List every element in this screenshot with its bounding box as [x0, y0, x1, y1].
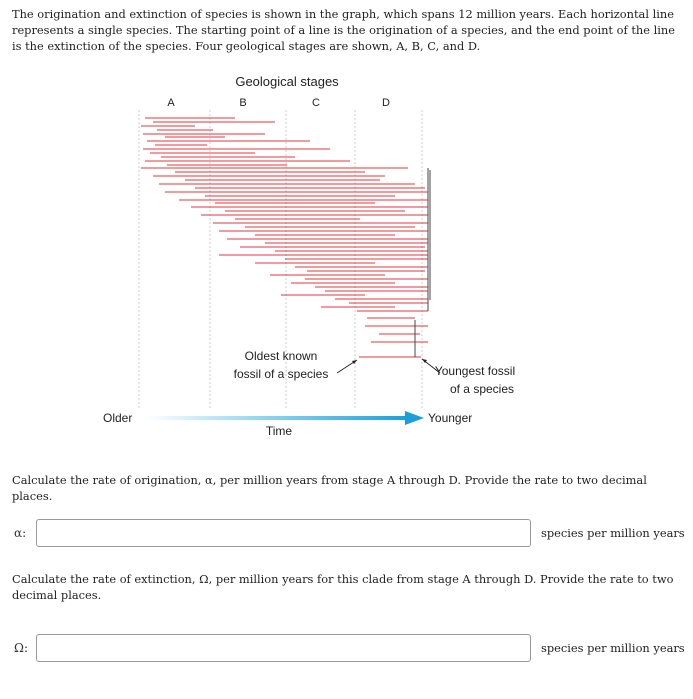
- youngest-fossil-label-line2: of a species: [449, 382, 515, 396]
- species-range-figure: [95, 70, 516, 445]
- stage-label-d: D: [382, 97, 390, 109]
- oldest-fossil-label-line2: fossil of a species: [233, 367, 329, 381]
- stage-label-a: A: [167, 97, 175, 109]
- older-label: Older: [103, 411, 133, 425]
- question-1-text: Calculate the rate of origination, α, per million years from stage A through D. Provide the rate to two decimal places.: [12, 473, 647, 503]
- extinction-rate-unit: species per million years: [541, 641, 685, 655]
- stage-label-c: C: [312, 97, 320, 109]
- stage-dividers: [139, 110, 422, 410]
- youngest-fossil-label-line1: Youngest fossil: [434, 364, 516, 378]
- younger-label: Younger: [428, 411, 473, 425]
- extinction-rate-input[interactable]: [36, 634, 531, 662]
- alpha-label: α:: [14, 526, 27, 540]
- origination-rate-input[interactable]: [36, 519, 531, 547]
- intro-paragraph: The origination and extinction of species is shown in the graph, which spans 12 million years. Each horizontal line represents a single species. The starting point of a line is the origination of a species, and the end point of the line is the extinction of the species. Four geological stages are shown, A, B, C, and D.: [12, 7, 675, 53]
- species-lines: [141, 118, 428, 357]
- stage-label-b: B: [239, 97, 247, 109]
- figure-title: Geological stages: [235, 74, 339, 89]
- oldest-fossil-label-line1: Oldest known: [244, 349, 318, 363]
- time-arrowhead-icon: [405, 411, 424, 425]
- question-2-text: Calculate the rate of extinction, Ω, per million years for this clade from stage A through D. Provide the rate to two decimal places.: [12, 572, 674, 602]
- time-arrow: [147, 416, 407, 420]
- time-label: Time: [265, 424, 293, 438]
- omega-label: Ω:: [14, 641, 28, 655]
- origination-rate-unit: species per million years: [541, 526, 685, 540]
